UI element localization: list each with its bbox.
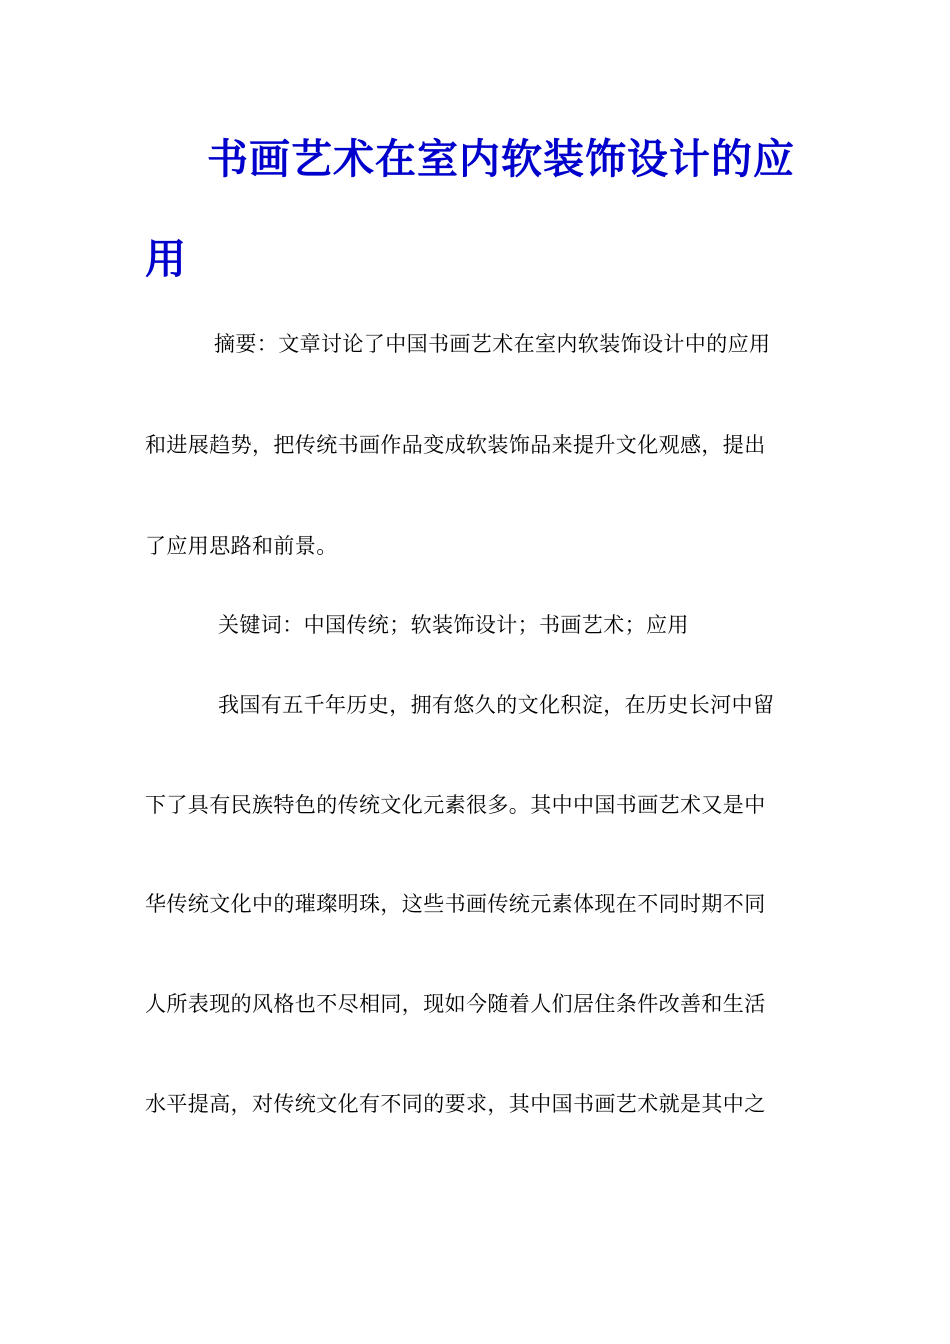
body-line-2: 下了具有民族特色的传统文化元素很多。其中中国书画艺术又是中 [145, 793, 766, 817]
document-title-line-1: 书画艺术在室内软装饰设计的应 [207, 135, 795, 183]
body-line-3: 华传统文化中的璀璨明珠，这些书画传统元素体现在不同时期不同 [145, 892, 766, 916]
document-title-line-2: 用 [145, 235, 187, 283]
keywords-line: 关键词：中国传统；软装饰设计；书画艺术；应用 [218, 613, 689, 637]
body-line-1: 我国有五千年历史，拥有悠久的文化积淀，在历史长河中留 [218, 693, 775, 717]
abstract-line-3: 了应用思路和前景。 [145, 534, 338, 558]
abstract-line-1: 摘要：文章讨论了中国书画艺术在室内软装饰设计中的应用 [214, 332, 771, 356]
body-line-4: 人所表现的风格也不尽相同，现如今随着人们居住条件改善和生活 [145, 992, 766, 1016]
body-line-5: 水平提高，对传统文化有不同的要求，其中国书画艺术就是其中之 [145, 1092, 766, 1116]
abstract-line-2: 和进展趋势，把传统书画作品变成软装饰品来提升文化观感，提出 [145, 433, 766, 457]
